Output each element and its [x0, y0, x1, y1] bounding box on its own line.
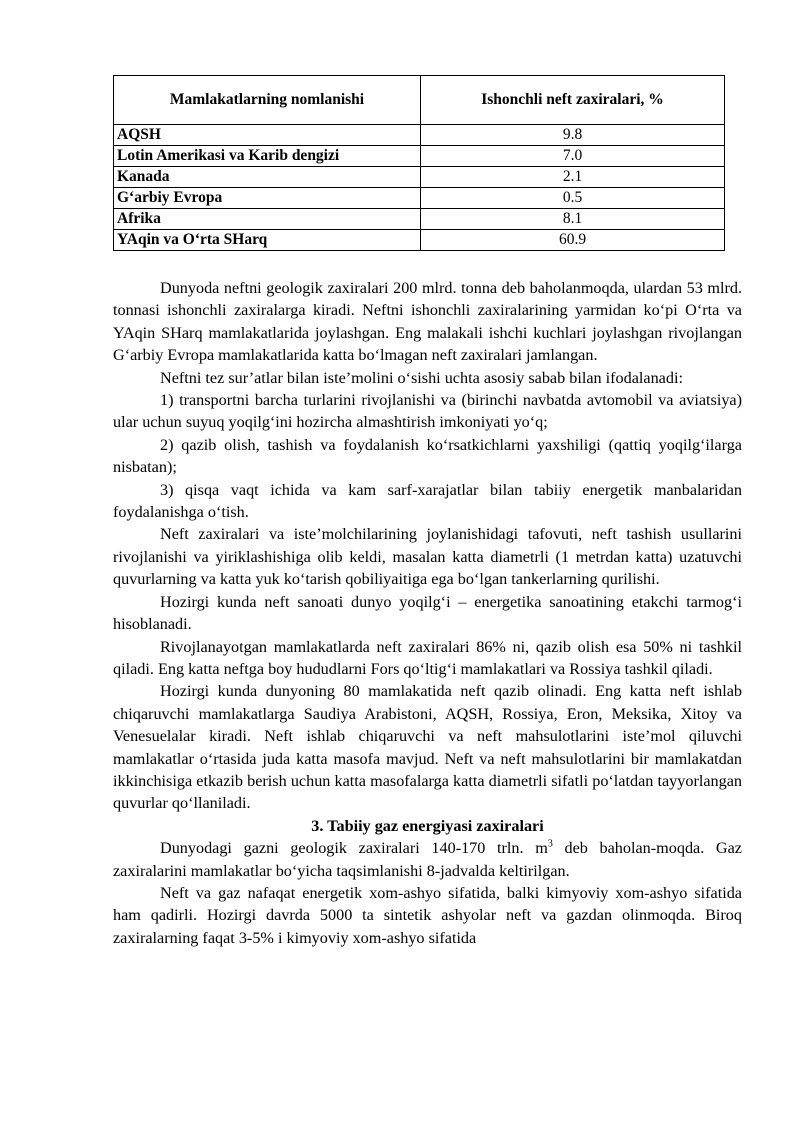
country-cell: AQSH — [114, 125, 421, 146]
table-row — [114, 209, 725, 230]
reserves-cell: 60.9 — [421, 230, 725, 251]
paragraph: Hozirgi kunda dunyoning 80 mamlakatida neft qazib olinadi. Eng katta neft ishlab chiqaruvchi mamlakatlarga Saudiya Arabistoni, AQSH, Rossiya, Eron, Meksika, Xitoy va Venesuelalar kiradi. Neft ishlab chiqaruvchi va neft mahsulotlarini iste’mol qiluvchi mamlakatlar o‘rtasida juda katta masofa mavjud. Neft va neft mahsulotlarini bir mamlakatdan ikkinchisiga etkazib berish uchun katta masofalarga katta diametrli sifatli po‘latdan tayyorlangan quvurlar qo‘llaniladi. — [113, 682, 742, 813]
paragraph-text: deb baholan-moqda. Gaz zaxiralarini mamlakatlar bo‘yicha taqsimlanishi 8-jadvalda keltirilgan. — [113, 839, 742, 880]
reserves-cell: 7.0 — [421, 146, 725, 167]
superscript: 3 — [547, 838, 553, 850]
section-heading: 3. Tabiiy gaz energiyasi zaxiralari — [311, 816, 544, 835]
paragraph — [113, 837, 742, 882]
paragraph: Neft va gaz nafaqat energetik xom-ashyo sifatida, balki kimyoviy xom-ashyo sifatida ham qadirli. Hozirgi davrda 5000 ta sintetik ashyolar neft va gazdan olinmoqda. Biroq zaxiralarning faqat 3-5% i kimyoviy xom-ashyo sifatida — [113, 883, 742, 947]
reserves-cell: 9.8 — [421, 125, 725, 146]
country-cell: Afrika — [114, 209, 421, 230]
reserves-cell: 0.5 — [421, 188, 725, 209]
table-row — [114, 125, 725, 146]
paragraph: Hozirgi kunda neft sanoati dunyo yoqilg‘i – energetika sanoatining etakchi tarmog‘i hisoblanadi. — [113, 592, 742, 634]
table-row — [114, 188, 725, 209]
document-page — [113, 75, 742, 949]
reserves-cell: 8.1 — [421, 209, 725, 230]
column-header-reserves: Ishonchli neft zaxiralari, % — [421, 76, 725, 125]
table-header-row — [114, 76, 725, 125]
country-cell: YAqin va O‘rta SHarq — [114, 230, 421, 251]
reserves-cell: 2.1 — [421, 167, 725, 188]
body-text — [113, 277, 742, 949]
paragraph: Neftni tez sur’atlar bilan iste’molini o‘sishi uchta asosiy sabab bilan ifodalanadi: — [160, 368, 683, 387]
country-cell: Lotin Amerikasi va Karib dengizi — [114, 146, 421, 167]
table-row — [114, 230, 725, 251]
list-item: 3) qisqa vaqt ichida va kam sarf-xarajatlar bilan tabiiy energetik manbalaridan foydalanishga o‘tish. — [113, 480, 742, 522]
paragraph-text: Dunyodagi gazni geologik zaxiralari 140-170 trln. m — [160, 839, 548, 858]
list-item: 2) qazib olish, tashish va foydalanish ko‘rsatkichlarni yaxshiligi (qattiq yoqilg‘ilarga nisbatan); — [113, 435, 742, 477]
oil-reserves-table — [113, 75, 725, 251]
country-cell: Kanada — [114, 167, 421, 188]
country-cell: G‘arbiy Evropa — [114, 188, 421, 209]
paragraph: Neft zaxiralari va iste’molchilarining joylanishidagi tafovuti, neft tashish usullarini rivojlanishi va yiriklashishiga olib keldi, masalan katta diametrli (1 metrdan katta) uzatuvchi quvurlarning va katta yuk ko‘tarish qobiliyaitiga ega bo‘lgan tankerlarning qurilishi. — [113, 525, 742, 589]
table-row — [114, 167, 725, 188]
paragraph: Dunyoda neftni geologik zaxiralari 200 mlrd. tonna deb baholanmoqda, ulardan 53 mlrd. tonnasi ishonchli zaxiralarga kiradi. Neftni ishonchli zaxiralarining yarmidan ko‘pi O‘rta va YAqin SHarq mamlakatlarida joylashgan. Eng malakali ishchi kuchlari joylashgan rivojlangan G‘arbiy Evropa mamlakatlarida katta bo‘lmagan neft zaxiralari jamlangan. — [113, 279, 742, 365]
column-header-country: Mamlakatlarning nomlanishi — [114, 76, 421, 125]
paragraph: Rivojlanayotgan mamlakatlarda neft zaxiralari 86% ni, qazib olish esa 50% ni tashkil qiladi. Eng katta neftga boy hududlarni Fors qo‘ltig‘i mamlakatlari va Rossiya tashkil qiladi. — [113, 637, 742, 678]
list-item: 1) transportni barcha turlarini rivojlanishi va (birinchi navbatda avtomobil va aviatsiya) ular uchun suyuq yoqilg‘ini hozircha almashtirish imkoniyati yo‘q; — [113, 391, 742, 432]
table-row — [114, 146, 725, 167]
